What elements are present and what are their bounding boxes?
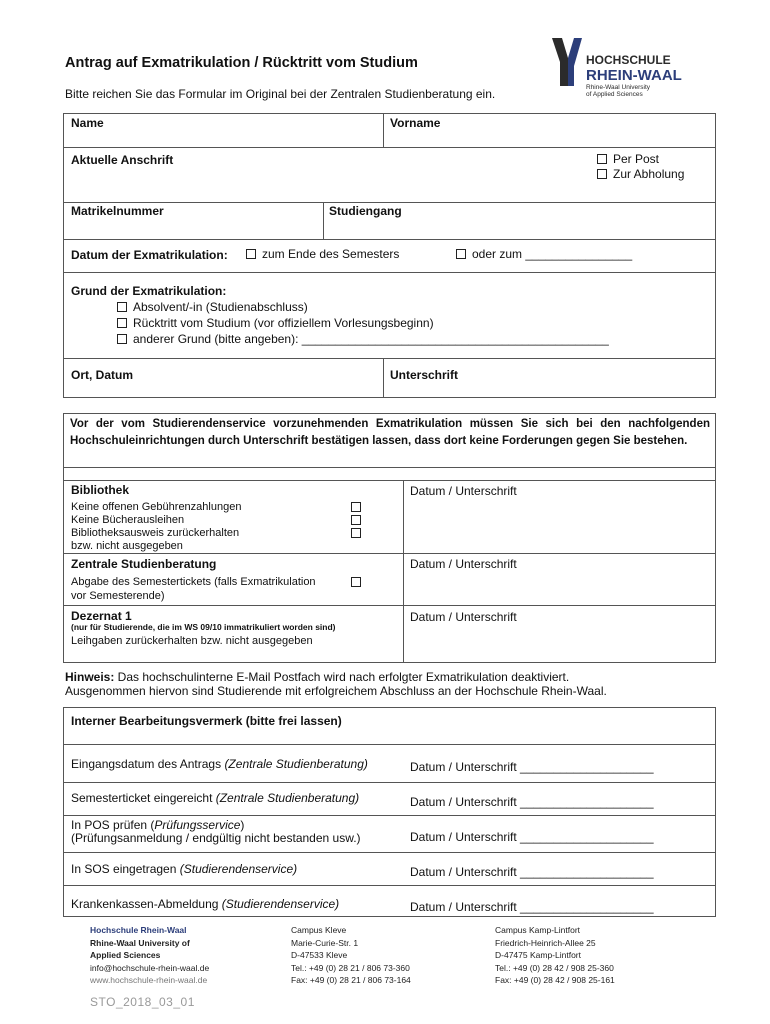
dezernat-subnote: (nur für Studierende, die im WS 09/10 immatrikuliert worden sind) — [71, 622, 336, 632]
grund-checkbox[interactable] — [117, 302, 127, 312]
document-stamp: STO_2018_03_01 — [90, 995, 195, 1009]
bibliothek-item: Bibliotheksausweis zurückerhalten — [71, 527, 240, 539]
grund-checkbox[interactable] — [117, 318, 127, 328]
grund-label: Grund der Exmatrikulation: — [71, 284, 227, 298]
svg-text:Rhine-Waal University: Rhine-Waal University — [586, 84, 651, 91]
zum-ende-checkbox[interactable] — [246, 249, 256, 259]
logo-mark-icon — [548, 36, 683, 98]
dezernat-signature[interactable]: Datum / Unterschrift — [410, 610, 517, 624]
anschrift-field[interactable]: Aktuelle Anschrift — [71, 153, 174, 167]
internal-row: Krankenkassen-Abmeldung (Studierendenservice) — [71, 897, 340, 911]
zentrale-line: Abgabe des Semestertickets (falls Exmatrikulation — [71, 576, 316, 588]
page-title: Antrag auf Exmatrikulation / Rücktritt vom Studium — [65, 55, 418, 71]
dezernat-line: Leihgaben zurückerhalten bzw. nicht ausgegeben — [71, 635, 313, 647]
footer-col-kleve: Campus Kleve Marie-Curie-Str. 1 D-47533 Kleve Tel.: +49 (0) 28 21 / 806 73-360 Fax: +49 (0) 28 21 / 806 73-164 — [291, 925, 411, 985]
hinweis-line1 — [65, 670, 569, 684]
grund-option: Absolvent/-in (Studienabschluss) — [133, 300, 308, 314]
dezernat-title: Dezernat 1 — [71, 609, 132, 623]
zentrale-checkbox[interactable] — [351, 577, 361, 587]
hinweis-text: Das hochschulinterne E-Mail Postfach wird nach erfolgter Exmatrikulation deaktiviert. — [114, 670, 570, 684]
footer-web-link[interactable]: www.hochschule-rhein-waal.de — [90, 975, 208, 985]
oder-zum-label[interactable]: oder zum ________________ — [472, 247, 633, 261]
per-post-label: Per Post — [613, 152, 660, 166]
grund-checkbox[interactable] — [117, 334, 127, 344]
oder-zum-checkbox[interactable] — [456, 249, 466, 259]
footer-email-link[interactable]: info@hochschule-rhein-waal.de — [90, 962, 210, 973]
hinweis-label: Hinweis: — [65, 670, 115, 684]
matrikelnummer-field[interactable]: Matrikelnummer — [71, 204, 164, 218]
internal-signature[interactable]: Datum / Unterschrift ____________________ — [410, 795, 654, 809]
footer-col-kamp-lintfort: Campus Kamp-Lintfort Friedrich-Heinrich-Allee 25 D-47475 Kamp-Lintfort Tel.: +49 (0) 28 42 / 908 25-360 Fax: +49 (0) 28 42 / 908 25-161 — [495, 925, 615, 985]
internal-row: In POS prüfen (Prüfungsservice) — [71, 818, 245, 832]
bibliothek-title: Bibliothek — [71, 483, 130, 497]
datum-label: Datum der Exmatrikulation: — [71, 248, 228, 262]
bibliothek-checkbox[interactable] — [351, 515, 361, 525]
internal-title: Interner Bearbeitungsvermerk (bitte frei lassen) — [71, 714, 342, 728]
unterschrift-field[interactable]: Unterschrift — [390, 368, 459, 382]
internal-signature[interactable]: Datum / Unterschrift ____________________ — [410, 865, 654, 879]
zur-abholung-checkbox[interactable] — [597, 169, 607, 179]
internal-row-line2: (Prüfungsanmeldung / endgültig nicht bestanden usw.) — [71, 831, 361, 845]
svg-text:of Applied Sciences: of Applied Sciences — [586, 91, 643, 98]
internal-signature[interactable]: Datum / Unterschrift ____________________ — [410, 830, 654, 844]
internal-row: Semesterticket eingereicht (Zentrale Studienberatung) — [71, 791, 360, 805]
ort-datum-field[interactable]: Ort, Datum — [71, 368, 134, 382]
per-post-checkbox[interactable] — [597, 154, 607, 164]
svg-text:RHEIN-WAAL: RHEIN-WAAL — [586, 67, 682, 84]
studiengang-field[interactable]: Studiengang — [329, 204, 402, 218]
internal-row: In SOS eingetragen (Studierendenservice) — [71, 862, 298, 876]
internal-signature[interactable]: Datum / Unterschrift ____________________ — [410, 760, 654, 774]
grund-option: Rücktritt vom Studium (vor offiziellem Vorlesungsbeginn) — [133, 316, 434, 330]
footer-col-university: Hochschule Rhein-Waal Rhine-Waal University of Applied Sciences info@hochschule-rhein-waal.de www.hochschule-rhein-waal.de — [90, 925, 210, 985]
hinweis-line2: Ausgenommen hiervon sind Studierende mit erfolgreichem Abschluss an der Hochschule Rhein-Waal. — [65, 684, 607, 698]
internal-row: Eingangsdatum des Antrags (Zentrale Studienberatung) — [71, 757, 368, 771]
zentrale-title: Zentrale Studienberatung — [71, 557, 217, 571]
internal-signature[interactable]: Datum / Unterschrift ____________________ — [410, 900, 654, 914]
clearance-note: Vor der vom Studierendenservice vorzunehmenden Exmatrikulation müssen Sie sich bei den nachfolgenden Hochschuleinrichtungen durch Unterschrift bestätigen lassen, dass dort keine Forderungen gegen Sie bestehen. — [70, 418, 710, 447]
bibliothek-checkbox[interactable] — [351, 502, 361, 512]
bibliothek-signature[interactable]: Datum / Unterschrift — [410, 484, 517, 498]
bibliothek-item: Keine Bücherausleihen — [71, 514, 185, 526]
zur-abholung-label: Zur Abholung — [613, 167, 685, 181]
bibliothek-checkbox[interactable] — [351, 528, 361, 538]
bibliothek-extra: bzw. nicht ausgegeben — [71, 540, 183, 552]
vorname-field[interactable]: Vorname — [390, 116, 441, 130]
grund-option[interactable]: anderer Grund (bitte angeben): ______________________________________________ — [133, 332, 609, 346]
bibliothek-item: Keine offenen Gebührenzahlungen — [71, 501, 242, 513]
zum-ende-label: zum Ende des Semesters — [262, 247, 400, 261]
university-logo — [548, 36, 683, 103]
zentrale-line: vor Semesterende) — [71, 590, 165, 602]
zentrale-signature[interactable]: Datum / Unterschrift — [410, 557, 517, 571]
svg-text:HOCHSCHULE: HOCHSCHULE — [586, 53, 671, 67]
page-subtitle: Bitte reichen Sie das Formular im Original bei der Zentralen Studienberatung ein. — [65, 87, 496, 101]
name-field[interactable]: Name — [71, 116, 104, 130]
